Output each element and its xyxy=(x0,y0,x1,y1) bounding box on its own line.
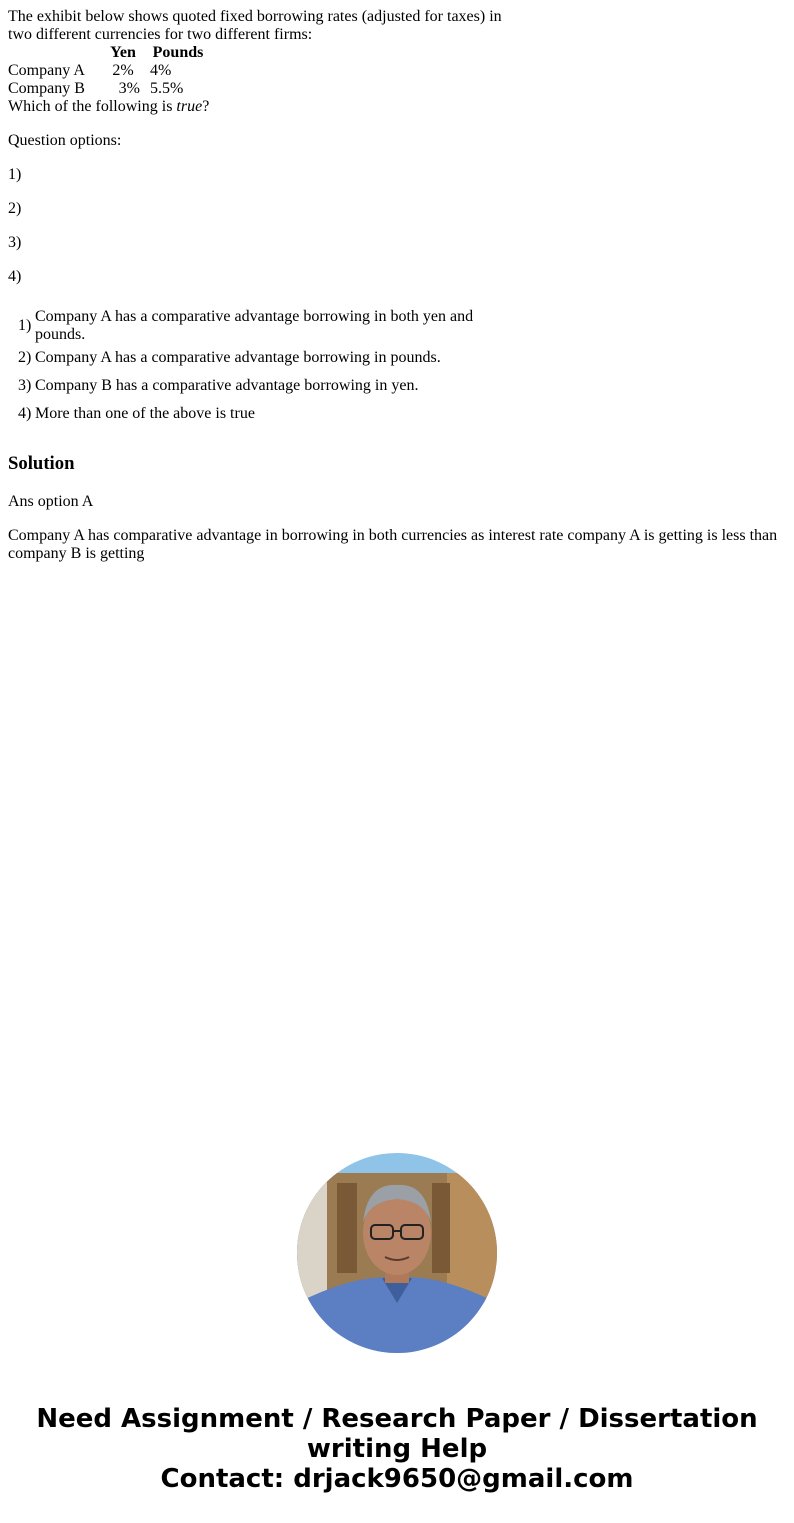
promo-line: Need Assignment / Research Paper / Dissertation xyxy=(36,1404,758,1434)
table-header xyxy=(8,44,104,62)
option-text: Company B has a comparative advantage borrowing in yen. xyxy=(35,377,419,394)
promo-contact: Contact: drjack9650@gmail.com xyxy=(160,1464,634,1494)
option-num: 4) xyxy=(18,405,32,422)
table-cell: Company A xyxy=(8,62,85,79)
options-label: Question options: xyxy=(8,132,122,149)
table-header-row xyxy=(8,44,214,62)
table-cell: 4% xyxy=(150,62,172,79)
option-text: Company A has a comparative advantage borrowing in both yen and pounds. xyxy=(35,308,474,343)
option-text: Company A has a comparative advantage borrowing in pounds. xyxy=(35,349,441,366)
option-row[interactable] xyxy=(18,400,498,428)
option-number: 2) xyxy=(8,200,22,217)
solution-explanation: Company A has comparative advantage in borrowing in both currencies as interest rate company A is getting is less than company B is getting xyxy=(8,527,778,562)
table-row xyxy=(8,80,214,98)
table-row xyxy=(8,62,214,80)
option-number: 4) xyxy=(8,268,22,285)
option-num: 2) xyxy=(18,349,32,366)
table-cell: 3% xyxy=(118,80,140,97)
author-photo xyxy=(297,1153,497,1353)
option-number: 3) xyxy=(8,234,22,251)
table-cell: 5.5% xyxy=(150,80,184,97)
solution-answer: Ans option A xyxy=(8,493,94,510)
option-text: More than one of the above is true xyxy=(35,405,255,422)
table-header-yen: Yen xyxy=(110,44,136,61)
table-cell: 2% xyxy=(112,62,134,79)
promo-line: writing Help xyxy=(306,1434,488,1464)
table-header-pounds: Pounds xyxy=(152,44,204,61)
author-avatar xyxy=(297,1153,497,1353)
option-row[interactable] xyxy=(18,344,498,372)
prompt-emphasis: true xyxy=(176,98,203,115)
option-row[interactable] xyxy=(18,372,498,400)
prompt-text: Which of the following is xyxy=(8,98,177,115)
promo-banner xyxy=(0,1404,794,1494)
prompt-end: ? xyxy=(202,98,210,115)
option-number: 1) xyxy=(8,166,22,183)
option-num: 3) xyxy=(18,377,32,394)
table-cell: Company B xyxy=(8,80,85,97)
solution-heading: Solution xyxy=(8,453,75,474)
question-prompt xyxy=(8,98,209,116)
option-row[interactable] xyxy=(18,308,498,344)
question-intro: The exhibit below shows quoted fixed borrowing rates (adjusted for taxes) in two different currencies for two different firms: xyxy=(8,8,502,43)
rates-table xyxy=(8,44,214,98)
option-num: 1) xyxy=(18,317,32,334)
options-list xyxy=(18,308,498,428)
